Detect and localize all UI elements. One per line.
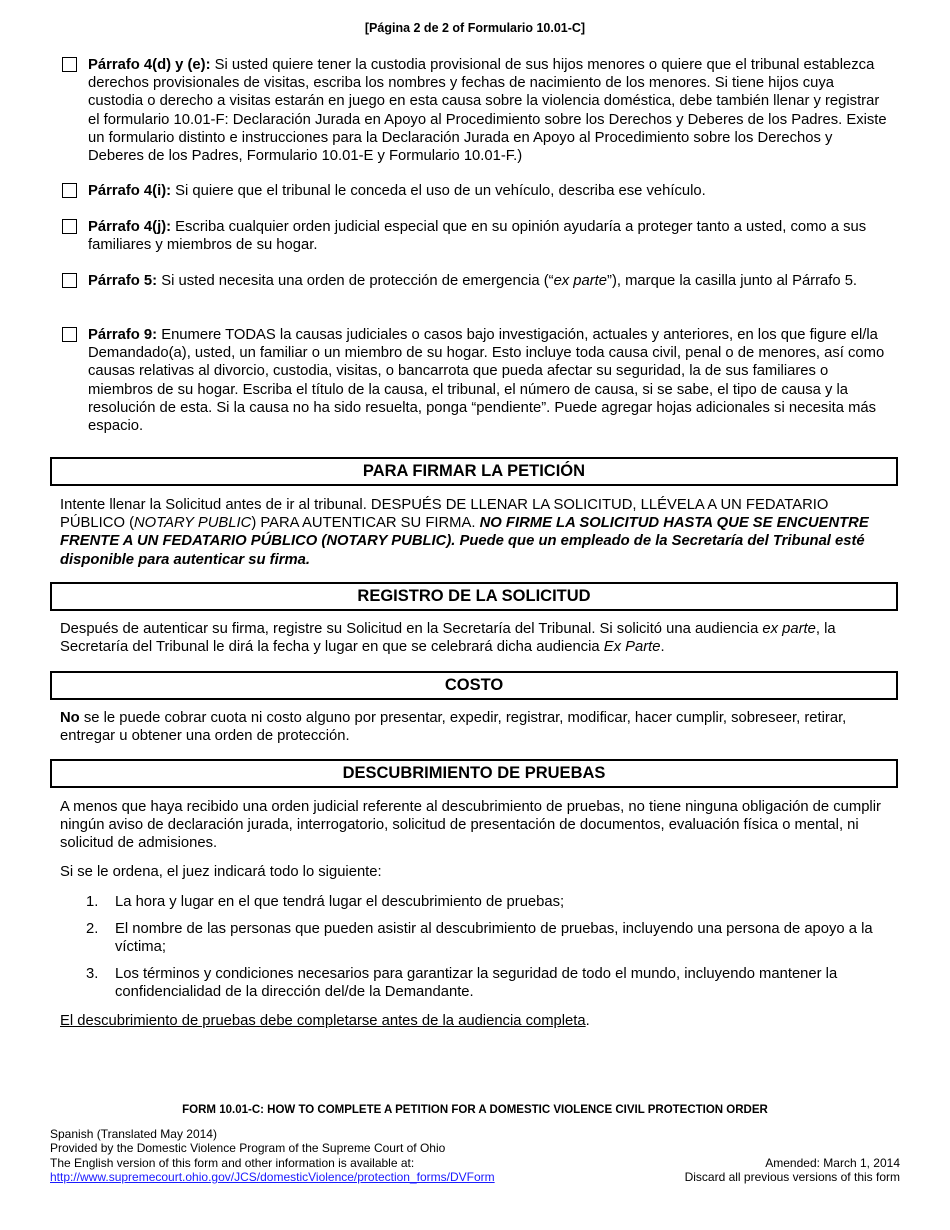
- section-heading-register: REGISTRO DE LA SOLICITUD: [50, 582, 898, 611]
- cost-paragraph: No se le puede cobrar cuota ni costo alguno por presentar, expedir, registrar, modificar, hacer cumplir, sobreseer, retirar, entregar u obtener una orden de protección.: [60, 710, 847, 745]
- item-label: Párrafo 9:: [88, 327, 158, 343]
- register-paragraph: Después de autenticar su firma, registre su Solicitud en la Secretaría del Tribunal. Si solicitó una audiencia ex parte, la Secretaría del Tribunal le dirá la fecha y lugar en que se celebrará dicha audiencia Ex Parte.: [60, 621, 836, 656]
- discovery-paragraph: A menos que haya recibido una orden judicial referente al descubrimiento de pruebas, no tiene ninguna obligación de cumplir ningún aviso de declaración jurada, interrogatorio, solicitud de presentación de documentos, evaluación física o mental, ni solicitud de admisiones.: [60, 799, 881, 852]
- item-text-after: ”), marque la casilla junto al Párrafo 5.: [607, 273, 858, 289]
- form-title: FORM 10.01-C: HOW TO COMPLETE A PETITION FOR A DOMESTIC VIOLENCE CIVIL PROTECTION ORDER: [182, 1104, 768, 1116]
- checklist-item-4i: [62, 182, 892, 200]
- section-heading-sign: PARA FIRMAR LA PETICIÓN: [50, 457, 898, 486]
- item-text: Si usted quiere tener la custodia provisional de sus hijos menores o quiere que el tribunal establezca derechos provisionales de visitas, escriba los nombres y fechas de nacimiento de los menores. Si tiene hijos cuya custodia o derecho a visitas estarán en juego en esta causa sobre la violencia doméstica, debe también llenar y registrar el formulario 10.01-F: Declaración Jurada en Apoyo al Procedimiento sobre los Derechos y Deberes de los Padres. Existe un formulario distinto e instrucciones para la Declaración Jurada en Apoyo al Procedimiento sobre los Derechos y Deberes de los Padres, Formulario 10.01-E y Formulario 10.01-F.): [88, 57, 887, 165]
- item-label: Párrafo 5:: [88, 273, 158, 289]
- checkbox-4j[interactable]: [62, 219, 77, 234]
- footer-left: Spanish (Translated May 2014) Provided by the Domestic Violence Program of the Supreme Court of Ohio The English version of this form and other information is available at: http://www.supremecourt.ohio.gov/JCS/domesticViolence/protection_forms/DVForm: [50, 1127, 495, 1184]
- footer-link[interactable]: http://www.supremecourt.ohio.gov/JCS/domesticViolence/protection_forms/DVForm: [50, 1169, 495, 1184]
- item-text: Si quiere que el tribunal le conceda el uso de un vehículo, describa ese vehículo.: [171, 183, 706, 199]
- item-text: Si usted necesita una orden de protección de emergencia (“: [157, 273, 554, 289]
- discovery-closing: El descubrimiento de pruebas debe completarse antes de la audiencia completa.: [60, 1013, 590, 1029]
- item-label: Párrafo 4(d) y (e):: [88, 57, 211, 73]
- discovery-intro: Si se le ordena, el juez indicará todo lo siguiente:: [60, 864, 382, 880]
- item-text: Enumere TODAS la causas judiciales o casos bajo investigación, actuales y anteriores, en los que figure el/la Demandado(a), usted, un familiar o un miembro de su hogar. Esto incluye toda causa civil, penal o de menores, así como causas relativas al divorcio, custodia, visitas, o bancarrota que pueda afectar su seguridad, la de sus familiares o miembros de su hogar. Escriba el título de la causa, el tribunal, el número de causa, si se sabe, el tipo de causa y la resolución de esta. Si la causa no ha sido resuelta, ponga “pendiente”. Puede agregar hojas adicionales si necesita más espacio.: [88, 327, 885, 435]
- item-label: Párrafo 4(i):: [88, 183, 172, 199]
- checklist-item-4j: [62, 218, 892, 254]
- item-text-italic: ex parte: [553, 273, 608, 289]
- list-item: 2. El nombre de las personas que pueden asistir al descubrimiento de pruebas, incluyendo una persona de apoyo a la víctima;: [86, 921, 873, 956]
- footer-right: Amended: March 1, 2014 Discard all previous versions of this form: [684, 1156, 900, 1185]
- item-text: Escriba cualquier orden judicial especial que en su opinión ayudaría a proteger tanto a usted, como a sus familiares y miembros de su hogar.: [88, 219, 867, 254]
- section-heading-cost: COSTO: [50, 671, 898, 700]
- checkbox-4de[interactable]: [62, 57, 77, 72]
- checklist-item-5: [62, 272, 892, 290]
- list-item: 1. La hora y lugar en el que tendrá lugar el descubrimiento de pruebas;: [86, 894, 565, 910]
- checkbox-5[interactable]: [62, 273, 77, 288]
- checklist-item-9: [62, 326, 892, 435]
- item-label: Párrafo 4(j):: [88, 219, 172, 235]
- section-heading-discovery: DESCUBRIMIENTO DE PRUEBAS: [50, 759, 898, 788]
- sign-paragraph: Intente llenar la Solicitud antes de ir al tribunal. DESPUÉS DE LLENAR LA SOLICITUD, LLÉVELA A UN FEDATARIO PÚBLICO (NOTARY PUBLIC) PARA AUTENTICAR SU FIRMA. NO FIRME LA SOLICITUD HASTA QUE SE ENCUENTRE FRENTE A UN FEDATARIO PÚBLICO (NOTARY PUBLIC). Puede que un empleado de la Secretaría del Tribunal esté disponible para autenticar su firma.: [60, 497, 869, 568]
- checkbox-4i[interactable]: [62, 183, 77, 198]
- checkbox-9[interactable]: [62, 327, 77, 342]
- list-item: 3. Los términos y condiciones necesarios para garantizar la seguridad de todo el mundo, incluyendo mantener la confidencialidad de la dirección del/de la Demandante.: [86, 966, 838, 1001]
- checklist-item-4de: [62, 56, 892, 165]
- page-header: [Página 2 de 2 of Formulario 10.01-C]: [364, 21, 586, 35]
